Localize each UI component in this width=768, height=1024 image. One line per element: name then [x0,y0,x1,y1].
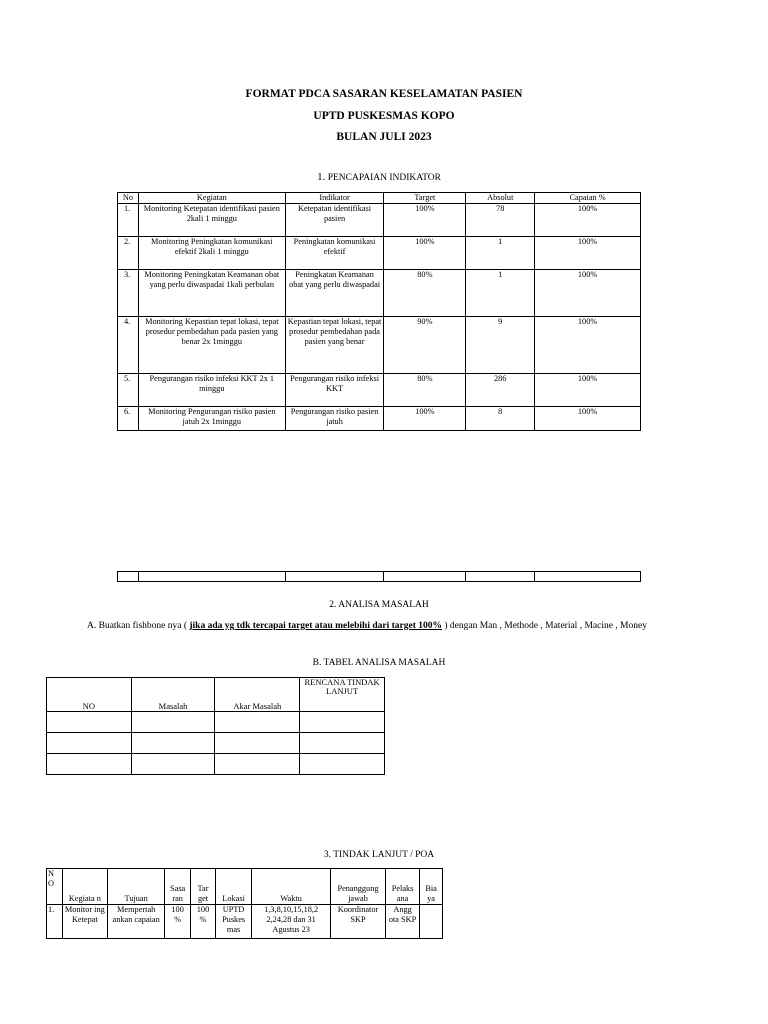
header-waktu: Waktu [252,869,331,905]
cell-kegiatan: Pengurangan risiko infeksi KKT 2x 1 minggu [138,374,285,407]
cell-pelaksana: Angg ota SKP [385,905,419,939]
table-row [118,374,641,407]
cell-no: 5. [118,374,139,407]
cell-kegiatan: Monitor ing Ketepat [62,905,108,939]
empty-cell [215,712,300,733]
table-header-row [47,869,443,905]
fishbone-instruction [87,621,767,631]
cell-indikator: Peningkatan Keamanan obat yang perlu diwaspadai [285,270,384,317]
table-row [118,317,641,374]
header-no: No [118,193,139,204]
empty-cell [131,712,215,733]
empty-cell [285,572,384,582]
cell-indikator: Ketepatan identifikasi pasien [285,204,384,237]
header-rencana-text: RENCANA TINDAK LANJUT [304,677,380,697]
document-subtitle-institution: UPTD PUSKESMAS KOPO [313,110,455,122]
empty-row [118,572,641,582]
cell-no: 2. [118,237,139,270]
cell-capaian: 100% [535,317,641,374]
poa-table [46,868,443,939]
section1-heading [0,171,758,183]
cell-absolut: 286 [466,374,535,407]
cell-tujuan: Mempertah ankan capaian [108,905,165,939]
cell-no: 3. [118,270,139,317]
indicator-table-continuation [117,571,641,582]
empty-cell [138,572,285,582]
cell-target: 100 % [191,905,216,939]
cell-biaya [420,905,443,939]
header-absolut: Absolut [466,193,535,204]
header-penanggung-jawab: Penanggung jawab [331,869,386,905]
section1-number: 1. [317,171,326,183]
cell-target: 100% [384,204,466,237]
cell-absolut: 9 [466,317,535,374]
cell-target: 100% [384,407,466,431]
header-tujuan: Tujuan [108,869,165,905]
cell-absolut: 1 [466,270,535,317]
header-kegiatan: Kegiatan [138,193,285,204]
empty-cell [47,754,132,775]
empty-cell [300,754,385,775]
sectionB-title: B. TABEL ANALISA MASALAH [312,658,446,668]
table-row [47,905,443,939]
table-row [47,733,385,754]
table-row [47,754,385,775]
cell-kegiatan: Monitoring Kepastian tepat lokasi, tepat prosedur pembedahan pada pasien yang benar 2x 1minggu [138,317,285,374]
empty-cell [215,733,300,754]
document-subtitle-period: BULAN JULI 2023 [336,131,432,143]
header-pelaksana: Pelaks ana [385,869,419,905]
cell-capaian: 100% [535,237,641,270]
header-indikator: Indikator [285,193,384,204]
header-masalah: Masalah [131,678,215,712]
cell-lokasi: UPTD Puskes mas [215,905,251,939]
header-akar-masalah: Akar Masalah [215,678,300,712]
section3-title: 3. TINDAK LANJUT / POA [323,850,435,860]
problem-analysis-table [46,677,385,775]
header-rencana [300,678,385,712]
cell-indikator: Kepastian tepat lokasi, tepat prosedur pembedahan pada pasien yang benar [285,317,384,374]
table-row [118,270,641,317]
cell-absolut: 1 [466,237,535,270]
instruction-prefix: A. Buatkan fishbone nya ( [87,621,190,631]
cell-indikator: Peningkatan komunikasi efektif [285,237,384,270]
header-target: Target [384,193,466,204]
cell-capaian: 100% [535,204,641,237]
empty-cell [47,712,132,733]
cell-kegiatan: Monitoring Ketepatan identifikasi pasien 2kali 1 minggu [138,204,285,237]
empty-cell [384,572,466,582]
cell-waktu: 1,3,8,10,15,18,2 2,24,28 dan 31 Agustus 23 [252,905,331,939]
table-row [118,407,641,431]
instruction-emphasis: jika ada yg tdk tercapai target atau melebihi dari target 100% [189,621,442,631]
header-target: Tar get [191,869,216,905]
empty-cell [300,712,385,733]
empty-cell [215,754,300,775]
cell-kegiatan: Monitoring Pengurangan risiko pasien jatuh 2x 1minggu [138,407,285,431]
empty-cell [131,754,215,775]
table-header-row [118,193,641,204]
header-sasaran: Sasa ran [165,869,191,905]
empty-cell [535,572,641,582]
cell-kegiatan: Monitoring Peningkatan Keamanan obat yang perlu diwaspadai 1kali perbulan [138,270,285,317]
cell-no: 1. [118,204,139,237]
cell-target: 90% [384,317,466,374]
table-row [118,204,641,237]
cell-target: 80% [384,374,466,407]
header-no: N O [47,869,63,905]
empty-cell [466,572,535,582]
cell-indikator: Pengurangan risiko infeksi KKT [285,374,384,407]
cell-penanggung-jawab: Koordinator SKP [331,905,386,939]
cell-kegiatan: Monitoring Peningkatan komunikasi efektif 2kali 1 minggu [138,237,285,270]
cell-no: 6. [118,407,139,431]
section2-title: 2. ANALISA MASALAH [329,600,429,610]
empty-cell [131,733,215,754]
header-capaian: Capaian % [535,193,641,204]
cell-capaian: 100% [535,374,641,407]
section1-title: PENCAPAIAN INDIKATOR [327,173,441,183]
cell-target: 100% [384,237,466,270]
instruction-suffix: ) dengan Man , Methode , Material , Macine , Money [441,621,647,631]
table-row [118,237,641,270]
table-header-row [47,678,385,712]
cell-target: 80% [384,270,466,317]
empty-cell [300,733,385,754]
cell-indikator: Pengurangan risiko pasien jatuh [285,407,384,431]
cell-no: 4. [118,317,139,374]
empty-cell [118,572,139,582]
table-row [47,712,385,733]
cell-absolut: 8 [466,407,535,431]
cell-no: 1. [47,905,63,939]
indicator-table [117,192,641,431]
cell-capaian: 100% [535,407,641,431]
header-biaya: Bia ya [420,869,443,905]
header-no: NO [47,678,132,712]
cell-capaian: 100% [535,270,641,317]
header-kegiatan: Kegiata n [62,869,108,905]
cell-sasaran: 100 % [165,905,191,939]
cell-absolut: 78 [466,204,535,237]
document-title: FORMAT PDCA SASARAN KESELAMATAN PASIEN [245,88,523,100]
header-lokasi: Lokasi [215,869,251,905]
empty-cell [47,733,132,754]
